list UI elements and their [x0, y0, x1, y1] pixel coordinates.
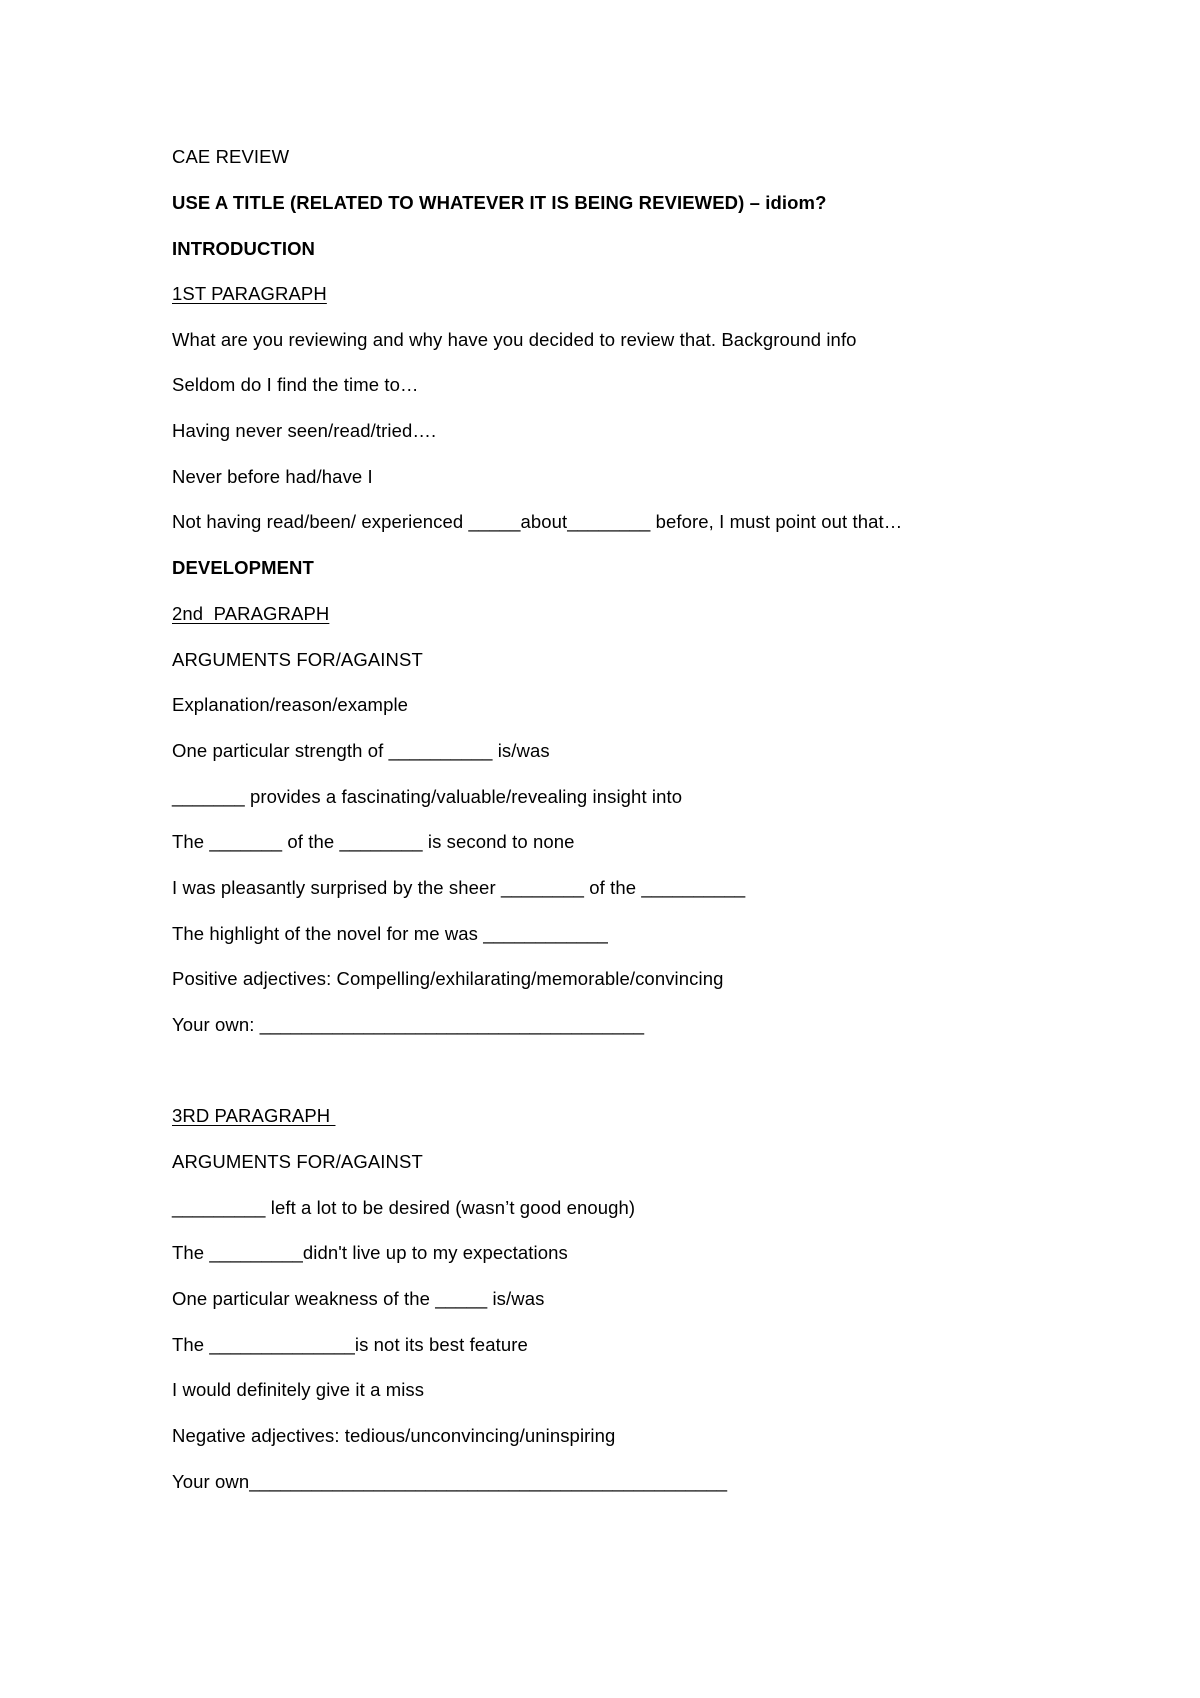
text-line: Never before had/have I	[172, 466, 373, 487]
title-instruction: USE A TITLE (RELATED TO WHATEVER IT IS BEING REVIEWED) – idiom?	[172, 192, 827, 213]
text-line: Having never seen/read/tried….	[172, 420, 437, 441]
text-line: The ______________is not its best feature	[172, 1334, 528, 1355]
text-line: The highlight of the novel for me was ____________	[172, 923, 608, 944]
text-line: The _________didn't live up to my expectations	[172, 1242, 568, 1263]
text-line: Negative adjectives: tedious/unconvincing/uninspiring	[172, 1425, 616, 1446]
text-line: Your own: _____________________________________	[172, 1014, 645, 1035]
paragraph-heading-1: 1ST PARAGRAPH	[172, 283, 327, 304]
paragraph-heading-2: 2nd PARAGRAPH	[172, 603, 330, 624]
paragraph-heading-3: 3RD PARAGRAPH	[172, 1105, 336, 1126]
text-line: Your own______________________________________________	[172, 1471, 728, 1492]
text-line: Not having read/been/ experienced _____about________ before, I must point out that…	[172, 511, 903, 532]
text-line: Seldom do I find the time to…	[172, 374, 419, 395]
text-line: _________ left a lot to be desired (wasn’t good enough)	[172, 1197, 636, 1218]
text-line: The _______ of the ________ is second to none	[172, 831, 575, 852]
section-heading-introduction: INTRODUCTION	[172, 238, 316, 259]
text-line: ARGUMENTS FOR/AGAINST	[172, 1151, 423, 1172]
text-line: I was pleasantly surprised by the sheer ________ of the __________	[172, 877, 746, 898]
document-heading: CAE REVIEW	[172, 146, 290, 167]
text-line: ARGUMENTS FOR/AGAINST	[172, 649, 423, 670]
text-line: What are you reviewing and why have you decided to review that. Background info	[172, 329, 857, 350]
text-line: I would definitely give it a miss	[172, 1379, 425, 1400]
text-line: Explanation/reason/example	[172, 694, 409, 715]
text-line: One particular weakness of the _____ is/was	[172, 1288, 545, 1309]
section-heading-development: DEVELOPMENT	[172, 557, 314, 578]
text-line: Positive adjectives: Compelling/exhilarating/memorable/convincing	[172, 968, 724, 989]
text-line: One particular strength of __________ is/was	[172, 740, 550, 761]
text-line: _______ provides a fascinating/valuable/revealing insight into	[172, 786, 683, 807]
